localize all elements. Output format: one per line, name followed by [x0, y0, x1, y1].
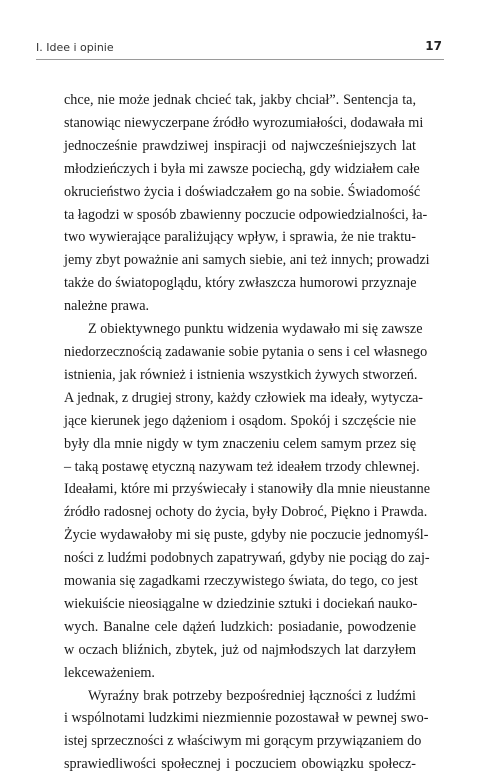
text-line: okrucieństwo życia i doświadczałem go na sobie. Świadomość: [64, 183, 421, 200]
text-line: ta łagodzi w sposób zbawienny poczucie odpowiedzialności, ła-: [64, 206, 428, 223]
text-line: i wspólnotami ludzkimi niezmiennie pozostawał w pewnej swo-: [64, 710, 429, 727]
text-line: two wywierające paraliżujący wpływ, i sprawia, że nie traktu-: [64, 229, 416, 246]
text-line: jednocześnie prawdziwej inspiracji od najwcześniejszych lat: [64, 137, 416, 154]
text-line: sprawiedliwości społecznej i poczuciem obowiązku społecz-: [64, 756, 416, 773]
text-line: stanowiąc niewyczerpane źródło wyrozumiałości, dodawała mi: [64, 114, 424, 131]
text-line: – taką postawę etyczną nazywam też ideałem trzody chlewnej.: [64, 458, 420, 475]
text-line: źródło radosnej ochoty do życia, były Dobroć, Piękno i Prawda.: [64, 504, 428, 521]
text-line: w oczach bliźnich, zbytek, już od najmłodszych lat darzyłem: [64, 641, 416, 658]
text-line: wych. Banalne cele dążeń ludzkich: posiadanie, powodzenie: [64, 618, 416, 635]
page-number: 17: [425, 39, 442, 53]
text-line: A jednak, z drugiej strony, każdy człowiek ma ideały, wytycza-: [64, 389, 424, 406]
running-head: I. Idee i opinie: [36, 41, 114, 54]
text-line: ności z ludźmi podobnych zapatrywań, gdyby nie pociąg do zaj-: [64, 550, 430, 567]
text-line: Ideałami, które mi przyświecały i stanowiły dla mnie nieustanne: [64, 481, 431, 498]
text-line: jemy zbyt poważnie ani samych siebie, ani też innych; prowadzi: [64, 252, 430, 269]
text-line: Życie wydawałoby mi się puste, gdyby nie poczucie jednomyśl-: [64, 527, 429, 544]
header-rule: [36, 59, 444, 60]
text-line: były dla mnie nigdy w tym znaczeniu celem samym przez się: [64, 435, 416, 452]
text-line: młodzieńczych i była mi zawsze pociechą, gdy widziałem całe: [64, 160, 420, 177]
paragraph: [64, 685, 429, 776]
text-line: mowania się zagadkami rzeczywistego świata, do tego, co jest: [64, 573, 418, 590]
text-line: lekceważeniem.: [64, 664, 155, 681]
paragraph: [64, 89, 430, 318]
text-line: wiekuiście nieosiągalne w dziedzinie sztuki i dociekań nauko-: [64, 595, 418, 612]
text-line: jące kierunek jego dążeniom i osądom. Spokój i szczęście nie: [64, 412, 416, 429]
text-line: niedorzecznością zadawanie sobie pytania o sens i cel własnego: [64, 343, 428, 360]
text-line: istej sprzeczności z właściwym mi gorącym przywiązaniem do: [64, 733, 422, 750]
body-text: [64, 89, 431, 776]
paragraph: [64, 318, 431, 685]
text-line: Z obiektywnego punktu widzenia wydawało mi się zawsze: [88, 321, 423, 338]
text-line: istnienia, jak również i istnienia wszystkich żywych stworzeń.: [64, 366, 418, 383]
text-line: także do światopoglądu, który zwłaszcza humorowi przyznaje: [64, 275, 417, 292]
text-line: należne prawa.: [64, 298, 150, 315]
text-line: Wyraźny brak potrzeby bezpośredniej łączności z ludźmi: [88, 687, 416, 704]
text-line: chce, nie może jednak chcieć tak, jakby chciał”. Sentencja ta,: [64, 92, 416, 108]
